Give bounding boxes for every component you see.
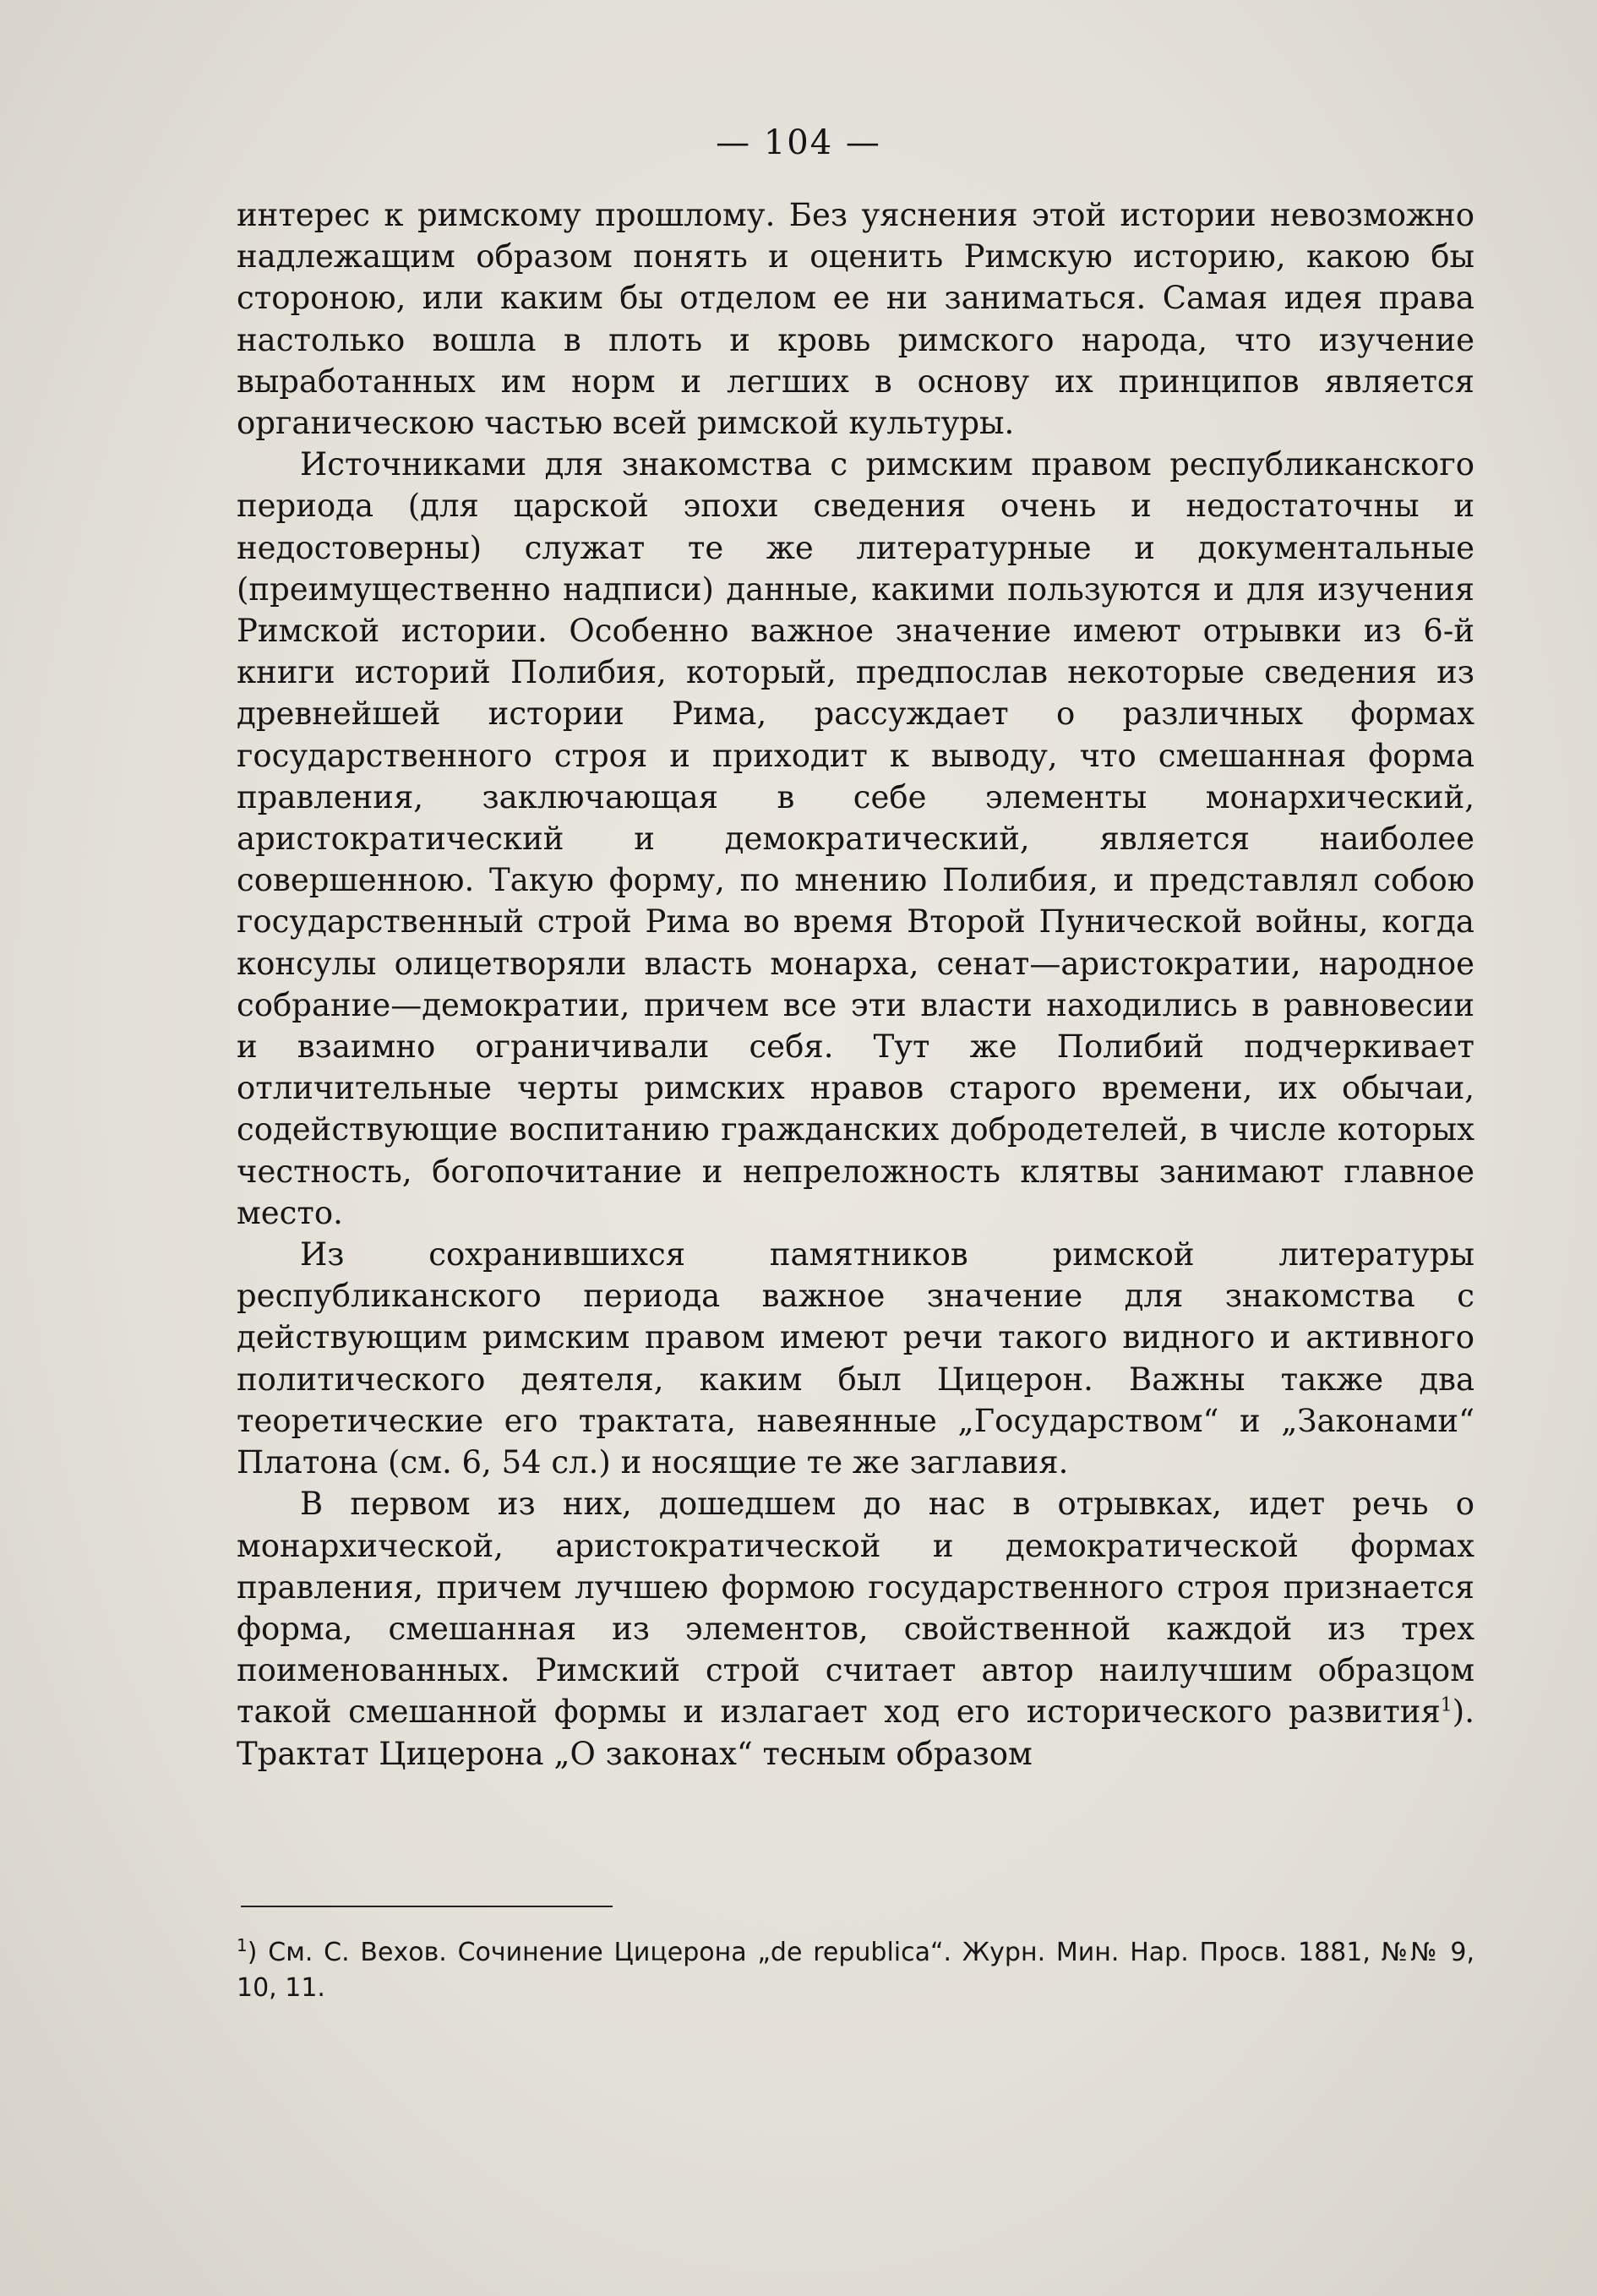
body-text — [237, 194, 1474, 1775]
footnote-reference: 1 — [1440, 1694, 1453, 1716]
paragraph-4-tail: ). Трактат Цицерона „О законах“ тесным образом — [237, 1693, 1474, 1772]
footnote-text: См. С. Вехов. Сочинение Цицерона „de republica“. Журн. Мин. Нар. Просв. 1881, №№ 9, 10, 11. — [237, 1938, 1474, 2003]
footnote-marker: 1 — [237, 1935, 248, 1955]
paragraph-4-text: В первом из них, дошедшем до нас в отрывках, идет речь о монархической, аристократической и демократической формах правления, причем лучшею формою государственного строя признается форма, смешанная из элементов, свойственной каждой из трех поименованных. Римский строй считает автор наилучшим образцом такой смешанной формы и излагает ход его исторического развития — [237, 1486, 1474, 1731]
paragraph-1: интерес к римскому прошлому. Без уяснения этой истории невозможно надлежащим образом понять и оценить Римскую историю, какою бы стороною, или каким бы отделом ее ни заниматься. Самая идея права настолько вошла в плоть и кровь римского народа, что изучение выработанных им норм и легших в основу их принципов является органическою частью всей римской культуры. — [237, 197, 1474, 442]
paragraph-2: Источниками для знакомства с римским правом республиканского периода (для царской эпохи сведения очень и недостаточны и недостоверны) служат те же литературные и документальные (преимущественно надписи) данные, какими пользуются и для изучения Римской истории. Особенно важное значение имеют отрывки из 6-й книги историй Полибия, который, предпослав некоторые сведения из древнейшей истории Рима, рассуждает о различных формах государственного строя и приходит к выводу, что смешанная форма правления, заключающая в себе элементы монархический, аристократический и демократический, является наиболее совершенною. Такую форму, по мнению Полибия, и представлял собою государственный строй Рима во время Второй Пунической войны, когда консулы олицетворяли власть монарха, сенат—аристократии, народное собрание—демократии, причем все эти власти находились в равновесии и взаимно ограничивали себя. Тут же Полибий подчеркивает отличительные черты римских нравов старого времени, их обычаи, содействующие воспитанию гражданских добродетелей, в числе которых честность, богопочитание и непреложность клятвы занимают главное место. — [237, 446, 1474, 1231]
footnote-paren: ) — [247, 1938, 258, 1967]
paragraph-3: Из сохранившихся памятников римской литературы республиканского периода важное значение для знакомства с действующим римским правом имеют речи такого видного и активного политического деятеля, каким был Цицерон. Важны также два теоретические его трактата, навеянные „Государством“ и „Законами“ Платона (см. 6, 54 сл.) и носящие те же заглавия. — [237, 1236, 1474, 1481]
footnote-rule — [241, 1906, 613, 1907]
footnote — [237, 1935, 1474, 2006]
paragraph-4 — [237, 1483, 1474, 1774]
page-number: — 104 — — [716, 123, 881, 162]
